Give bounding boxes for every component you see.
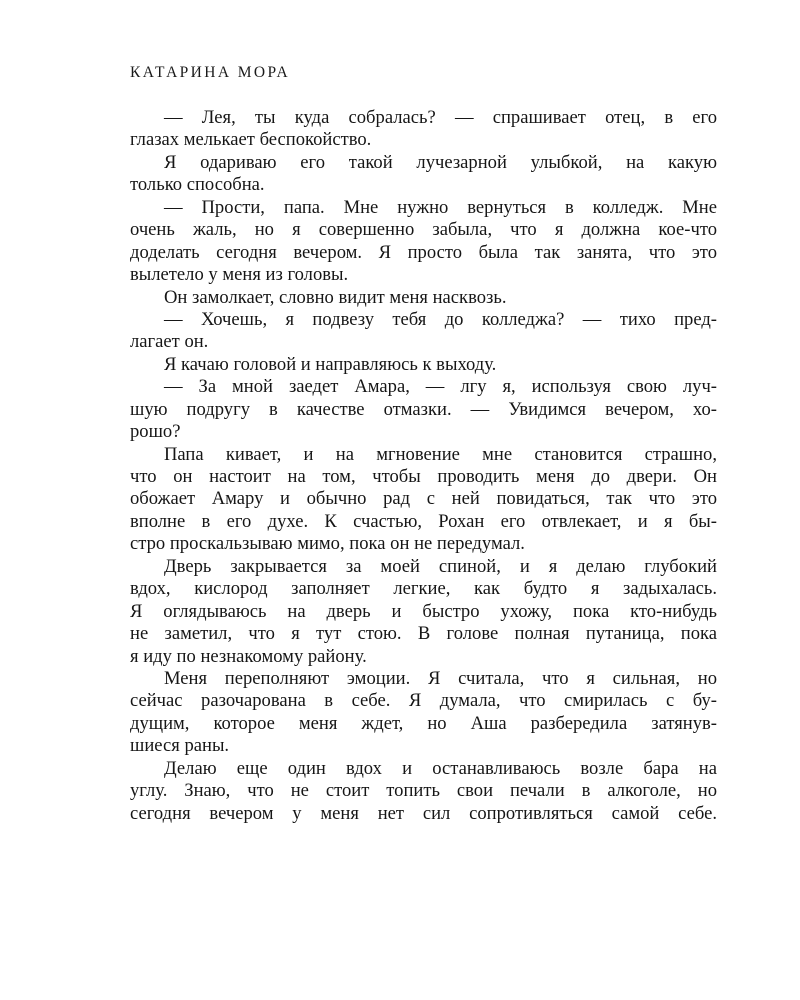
text-line: вдох, кислород заполняет легкие, как будто я задыхалась. [130, 578, 717, 600]
text-line: Он замолкает, словно видит меня насквозь. [164, 286, 507, 308]
text-line: Я одариваю его такой лучезарной улыбкой, на какую [164, 151, 717, 173]
text-line: Папа кивает, и на мгновение мне становится страшно, [164, 443, 717, 465]
text-line: вылетело у меня из головы. [130, 264, 349, 286]
text-line: очень жаль, но я совершенно забыла, что я должна кое-что [130, 219, 717, 241]
text-line: что он настоит на том, чтобы проводить меня до двери. Он [130, 466, 717, 487]
text-line: дущим, которое меня ждет, но Аша разбередила затянув- [130, 712, 717, 734]
text-line: Дверь закрывается за моей спиной, и я делаю глубокий [164, 555, 717, 577]
text-line: Меня переполняют эмоции. Я считала, что я сильная, но [164, 667, 717, 689]
text-line: сегодня вечером у меня нет сил сопротивляться самой себе. [130, 802, 717, 824]
text-line: Делаю еще один вдох и останавливаюсь возле бара на [164, 757, 717, 779]
text-line: обожает Амару и обычно рад с ней повидаться, так что это [130, 488, 717, 510]
text-line: — Хочешь, я подвезу тебя до колледжа? — тихо пред- [164, 308, 717, 330]
text-line: стро проскальзываю мимо, пока он не передумал. [130, 533, 525, 555]
text-line: доделать сегодня вечером. Я просто была так занята, что это [130, 241, 717, 263]
text-line: я иду по незнакомому району. [130, 645, 367, 667]
text-line: рошо? [130, 421, 181, 443]
running-head: КАТАРИНА МОРА [130, 64, 291, 81]
text-line: Я оглядываюсь на дверь и быстро ухожу, пока кто-нибудь [130, 600, 717, 622]
text-line: лагает он. [130, 331, 209, 353]
text-line: только способна. [130, 174, 265, 196]
text-line: углу. Знаю, что не стоит топить свои печали в алкоголе, но [130, 780, 717, 802]
text-line: шую подругу в качестве отмазки. — Увидимся вечером, хо- [130, 398, 717, 420]
text-line: — Лея, ты куда собралась? — спрашивает отец, в его [164, 107, 717, 128]
text-line: сейчас разочарована в себе. Я думала, что смирилась с бу- [130, 690, 717, 712]
text-line: Я качаю головой и направляюсь к выходу. [164, 353, 497, 375]
text-line: — Прости, папа. Мне нужно вернуться в колледж. Мне [164, 196, 717, 218]
body-text [130, 107, 717, 825]
text-line: не заметил, что я тут стою. В голове полная путаница, пока [130, 623, 717, 645]
text-line: — За мной заедет Амара, — лгу я, используя свою луч- [164, 376, 717, 398]
text-line: вполне в его духе. К счастью, Рохан его отвлекает, и я бы- [130, 510, 717, 532]
text-line: шиеся раны. [130, 735, 230, 757]
text-line: глазах мелькает беспокойство. [130, 129, 372, 151]
